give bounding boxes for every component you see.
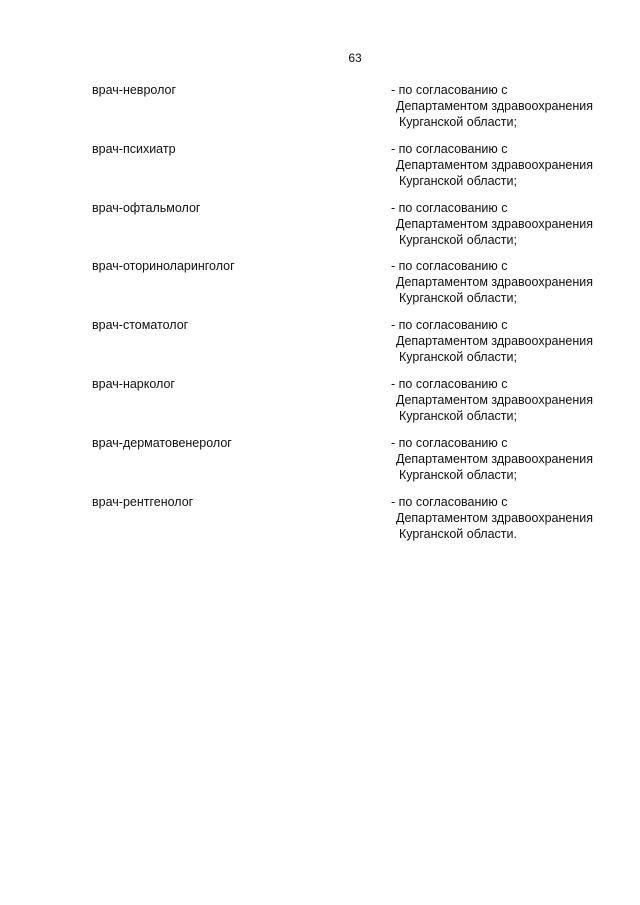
role-name: врач-психиатр <box>92 141 176 156</box>
list-item <box>0 141 640 200</box>
list-item <box>0 494 640 553</box>
note-line: Департаментом здравоохранения <box>396 392 593 407</box>
approval-note <box>391 258 631 306</box>
role-name: врач-невролог <box>92 83 177 97</box>
approval-list <box>0 82 640 552</box>
approval-note <box>391 435 631 483</box>
note-line: Курганской области; <box>399 291 517 306</box>
list-item <box>0 376 640 435</box>
note-line: Департаментом здравоохранения <box>396 275 593 290</box>
approval-note <box>391 376 631 424</box>
approval-note <box>391 200 631 248</box>
role-name: врач-оториноларинголог <box>92 259 235 274</box>
note-line: Департаментом здравоохранения <box>396 157 593 172</box>
role-name: врач-стоматолог <box>92 318 189 333</box>
approval-note <box>391 317 631 365</box>
role-name: врач-рентгенолог <box>92 494 194 509</box>
note-line: Департаментом здравоохранения <box>396 334 593 349</box>
list-item <box>0 82 640 141</box>
list-item <box>0 317 640 376</box>
note-line: - по согласованию с <box>391 318 508 333</box>
note-line: - по согласованию с <box>391 376 508 391</box>
note-line: Департаментом здравоохранения <box>396 451 593 466</box>
note-line: - по согласованию с <box>391 200 508 215</box>
note-line: Департаментом здравоохранения <box>396 216 593 231</box>
note-line: Курганской области; <box>399 232 517 247</box>
note-line: - по согласованию с <box>391 435 508 450</box>
note-line: Департаментом здравоохранения <box>396 510 593 525</box>
note-line: Курганской области; <box>399 173 517 188</box>
page-number: 63 <box>348 51 362 65</box>
note-line: Курганской области; <box>399 115 517 129</box>
note-line: - по согласованию с <box>391 141 508 156</box>
list-item <box>0 258 640 317</box>
approval-note <box>391 141 631 189</box>
note-line: Департаментом здравоохранения <box>396 99 593 113</box>
list-item <box>0 435 640 494</box>
list-item <box>0 200 640 259</box>
note-line: Курганской области; <box>399 350 517 365</box>
note-line: Курганской области. <box>399 526 517 541</box>
approval-note <box>391 494 631 542</box>
role-name: врач-нарколог <box>92 376 175 391</box>
approval-note <box>391 82 631 130</box>
role-name: врач-дерматовенеролог <box>92 435 232 450</box>
note-line: - по согласованию с <box>391 259 508 274</box>
role-name: врач-офтальмолог <box>92 200 201 215</box>
note-line: Курганской области; <box>399 408 517 423</box>
note-line: - по согласованию с <box>391 494 508 509</box>
note-line: - по согласованию с <box>391 83 508 97</box>
note-line: Курганской области; <box>399 467 517 482</box>
